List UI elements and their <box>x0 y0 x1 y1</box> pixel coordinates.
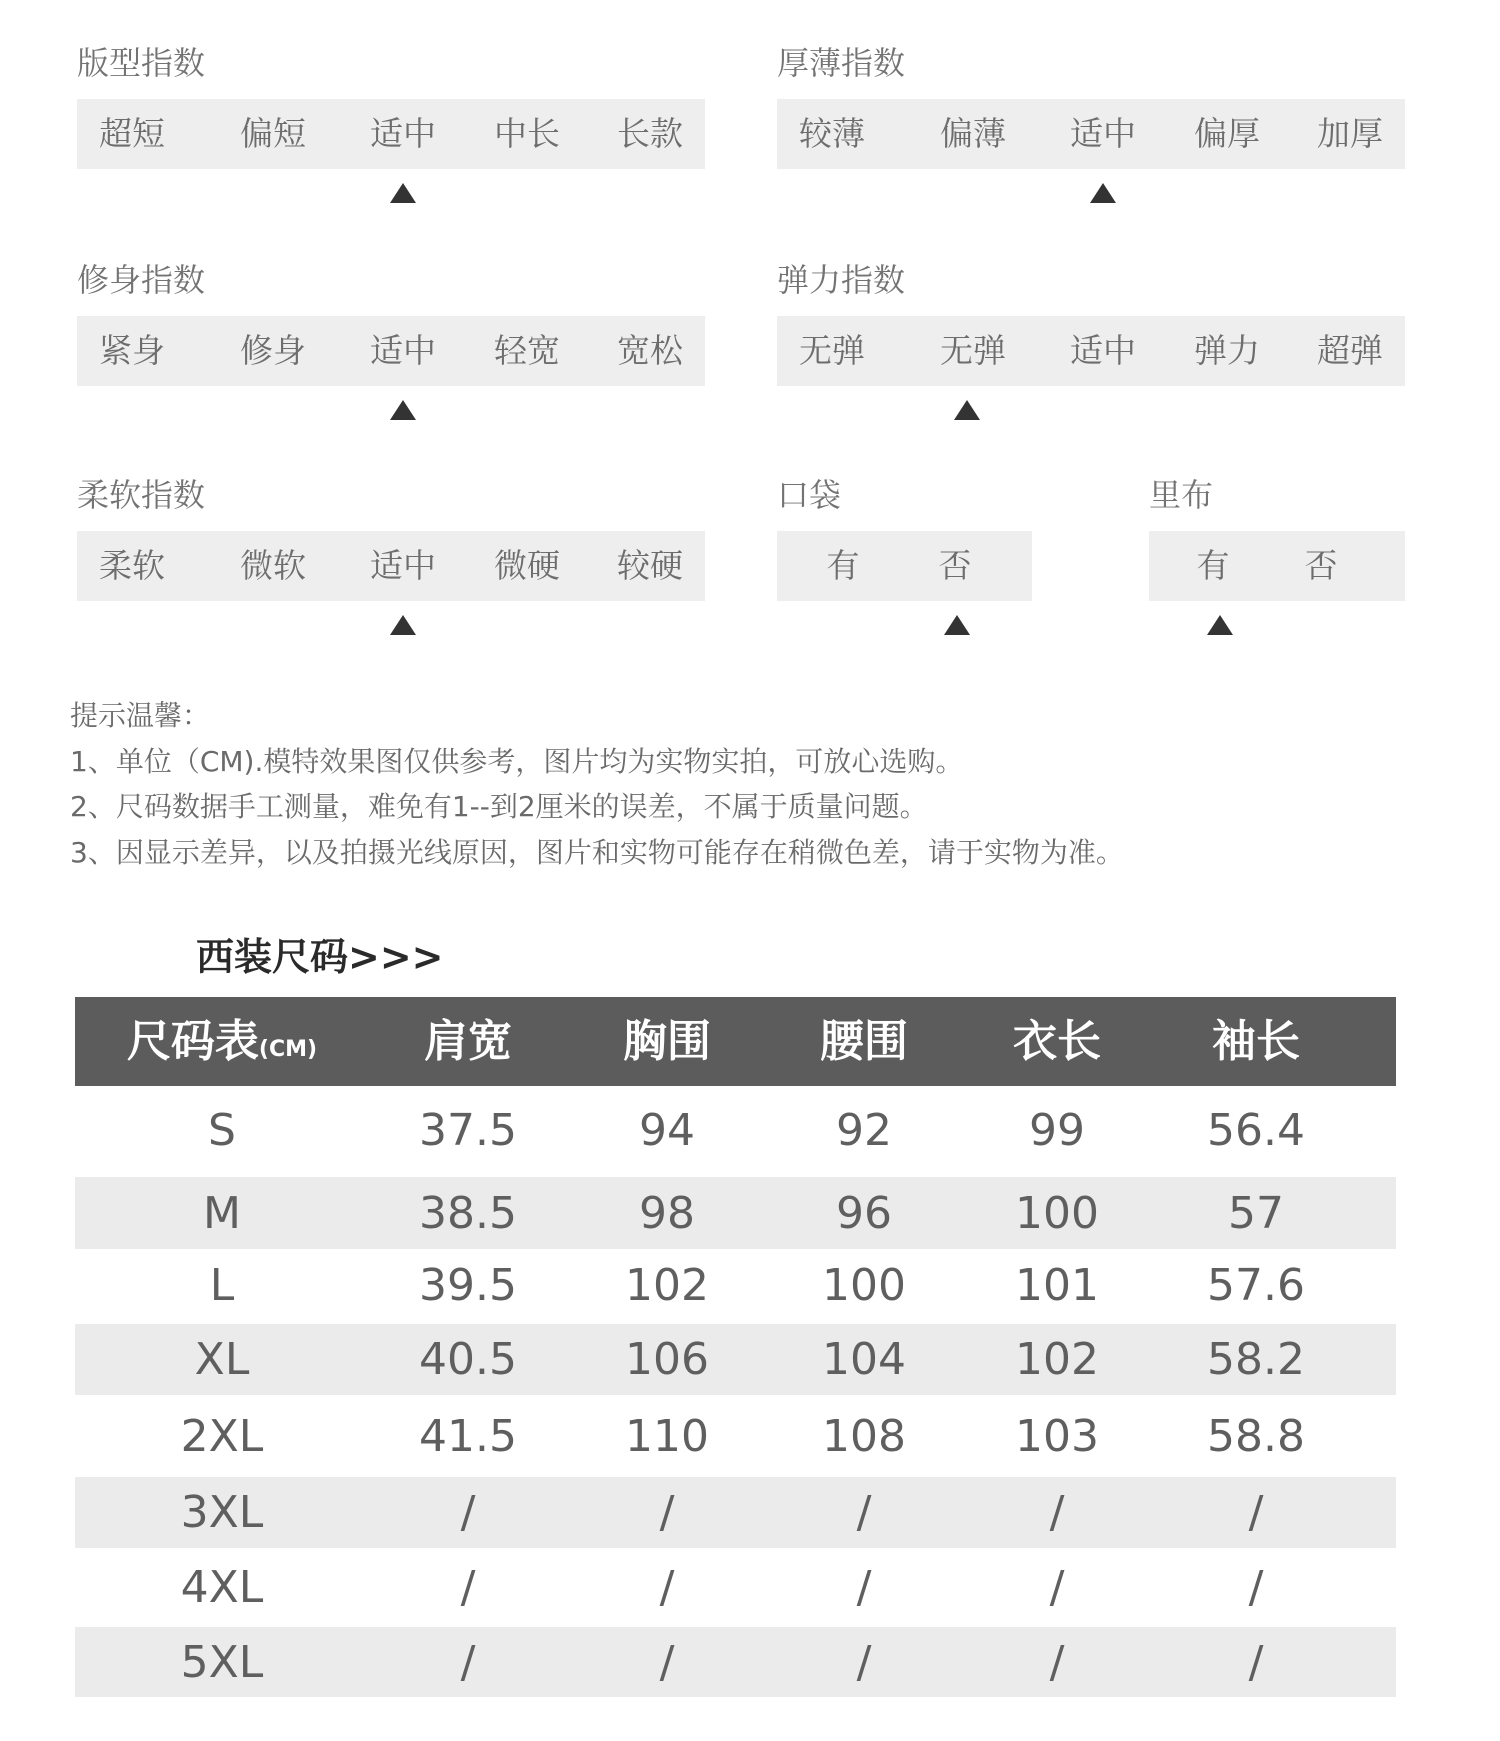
softness-index-title: 柔软指数 <box>77 476 206 514</box>
table-row <box>75 1627 1396 1697</box>
measure-cell: / <box>856 1562 872 1613</box>
header-col-waist: 腰围 <box>820 1016 908 1067</box>
measure-cell: 41.5 <box>419 1410 517 1462</box>
softness-option: 微硬 <box>494 546 560 585</box>
thickness-option: 偏厚 <box>1194 114 1260 153</box>
measure-cell: 98 <box>639 1187 695 1239</box>
stretch-index-title: 弹力指数 <box>777 261 906 299</box>
fit-index-bar <box>77 99 705 169</box>
thickness-option: 适中 <box>1070 114 1136 153</box>
slim-option: 适中 <box>370 331 436 370</box>
tips-line: 3、因显示差异，以及拍摄光线原因，图片和实物可能存在稍微色差，请于实物为准。 <box>70 835 1124 869</box>
stretch-selected-marker-icon <box>954 400 980 420</box>
softness-index-bar <box>77 531 705 601</box>
thickness-option: 较薄 <box>799 114 865 153</box>
measure-cell: 58.2 <box>1207 1334 1305 1385</box>
lining-option: 有 <box>1196 546 1230 585</box>
table-row <box>75 1548 1396 1627</box>
measure-cell: / <box>1049 1562 1065 1613</box>
thickness-option: 偏薄 <box>940 114 1006 153</box>
size-cell: S <box>208 1104 236 1156</box>
measure-cell: 103 <box>1015 1410 1099 1462</box>
size-cell: L <box>209 1259 235 1311</box>
stretch-index-bar <box>777 316 1405 386</box>
header-size-label-text: 尺码表 <box>126 1016 259 1067</box>
table-row <box>75 1177 1396 1249</box>
measure-cell: 39.5 <box>419 1259 517 1311</box>
measure-cell: / <box>1248 1562 1264 1613</box>
fit-option: 中长 <box>494 114 560 153</box>
measure-cell: / <box>460 1562 476 1613</box>
size-cell: 3XL <box>180 1487 264 1538</box>
pocket-selected-marker-icon <box>944 615 970 635</box>
table-row <box>75 1324 1396 1395</box>
softness-option: 微软 <box>240 546 306 585</box>
size-cell: 4XL <box>180 1562 264 1613</box>
thickness-index-title: 厚薄指数 <box>777 44 906 82</box>
measure-cell: 40.5 <box>419 1334 517 1385</box>
fit-option: 偏短 <box>240 114 306 153</box>
table-row <box>75 1395 1396 1477</box>
measure-cell: 100 <box>1015 1187 1099 1239</box>
header-col-sleeve: 袖长 <box>1212 1016 1300 1067</box>
fit-index-title: 版型指数 <box>77 44 206 82</box>
measure-cell: / <box>856 1487 872 1538</box>
softness-option: 较硬 <box>617 546 683 585</box>
slim-option: 修身 <box>240 331 306 370</box>
fit-option: 长款 <box>617 114 683 153</box>
measure-cell: 37.5 <box>419 1104 517 1156</box>
measure-cell: 94 <box>639 1104 695 1156</box>
softness-option: 柔软 <box>99 546 165 585</box>
size-chart-title: 西装尺码>>> <box>196 935 444 979</box>
measure-cell: / <box>659 1636 675 1688</box>
size-table-header <box>75 997 1396 1086</box>
measure-cell: / <box>460 1487 476 1538</box>
header-col-length: 衣长 <box>1013 1016 1101 1067</box>
measure-cell: 106 <box>625 1334 709 1385</box>
header-col-chest: 胸围 <box>623 1016 711 1067</box>
size-cell: 2XL <box>180 1410 264 1462</box>
measure-cell: 99 <box>1029 1104 1085 1156</box>
measure-cell: / <box>460 1636 476 1688</box>
measure-cell: 56.4 <box>1207 1104 1305 1156</box>
tips-heading: 提示温馨： <box>70 699 211 732</box>
measure-cell: / <box>1248 1487 1264 1538</box>
softness-selected-marker-icon <box>390 615 416 635</box>
lining-bar <box>1149 531 1405 601</box>
stretch-option: 适中 <box>1070 331 1136 370</box>
table-row <box>75 1477 1396 1548</box>
measure-cell: 38.5 <box>419 1187 517 1239</box>
measure-cell: 58.8 <box>1207 1410 1305 1462</box>
measure-cell: / <box>1248 1636 1264 1688</box>
tips-section <box>70 693 1430 875</box>
pocket-option: 否 <box>938 546 972 585</box>
measure-cell: / <box>659 1487 675 1538</box>
slim-option: 宽松 <box>617 331 683 370</box>
measure-cell: 110 <box>625 1410 709 1462</box>
tips-line: 1、单位（CM).模特效果图仅供参考，图片均为实物实拍，可放心选购。 <box>70 744 964 778</box>
pocket-option: 有 <box>826 546 860 585</box>
stretch-option: 超弹 <box>1317 331 1383 370</box>
lining-selected-marker-icon <box>1207 615 1233 635</box>
header-size-label <box>127 997 317 1086</box>
slim-selected-marker-icon <box>390 400 416 420</box>
lining-option: 否 <box>1304 546 1338 585</box>
softness-option: 适中 <box>370 546 436 585</box>
measure-cell: 100 <box>822 1259 906 1311</box>
table-row <box>75 1086 1396 1174</box>
measure-cell: 108 <box>822 1410 906 1462</box>
thickness-index-bar <box>777 99 1405 169</box>
slim-option: 轻宽 <box>494 331 560 370</box>
measure-cell: / <box>1049 1487 1065 1538</box>
thickness-selected-marker-icon <box>1090 183 1116 203</box>
header-col-shoulder: 肩宽 <box>424 1016 512 1067</box>
stretch-option: 无弹 <box>940 331 1006 370</box>
measure-cell: 101 <box>1015 1259 1099 1311</box>
header-unit: (CM) <box>258 1037 318 1062</box>
measure-cell: 102 <box>625 1259 709 1311</box>
measure-cell: 57.6 <box>1207 1259 1305 1311</box>
tips-line: 2、尺码数据手工测量，难免有1--到2厘米的误差，不属于质量问题。 <box>70 790 928 823</box>
fit-selected-marker-icon <box>390 183 416 203</box>
measure-cell: 102 <box>1015 1334 1099 1385</box>
pocket-bar <box>777 531 1032 601</box>
size-cell: 5XL <box>180 1636 264 1688</box>
fit-option: 超短 <box>99 114 165 153</box>
table-row <box>75 1246 1396 1324</box>
measure-cell: 92 <box>836 1104 892 1156</box>
stretch-option: 弹力 <box>1194 331 1260 370</box>
pocket-title: 口袋 <box>777 476 842 514</box>
slim-index-bar <box>77 316 705 386</box>
measure-cell: / <box>856 1636 872 1688</box>
slim-option: 紧身 <box>99 331 165 370</box>
measure-cell: / <box>659 1562 675 1613</box>
measure-cell: 104 <box>822 1334 906 1385</box>
thickness-option: 加厚 <box>1317 114 1383 153</box>
size-cell: M <box>203 1187 241 1239</box>
measure-cell: 57 <box>1228 1187 1284 1239</box>
stretch-option: 无弹 <box>799 331 865 370</box>
measure-cell: / <box>1049 1636 1065 1688</box>
fit-option: 适中 <box>370 114 436 153</box>
lining-title: 里布 <box>1149 476 1214 514</box>
slim-index-title: 修身指数 <box>77 261 206 299</box>
size-cell: XL <box>194 1334 250 1385</box>
measure-cell: 96 <box>836 1187 892 1239</box>
